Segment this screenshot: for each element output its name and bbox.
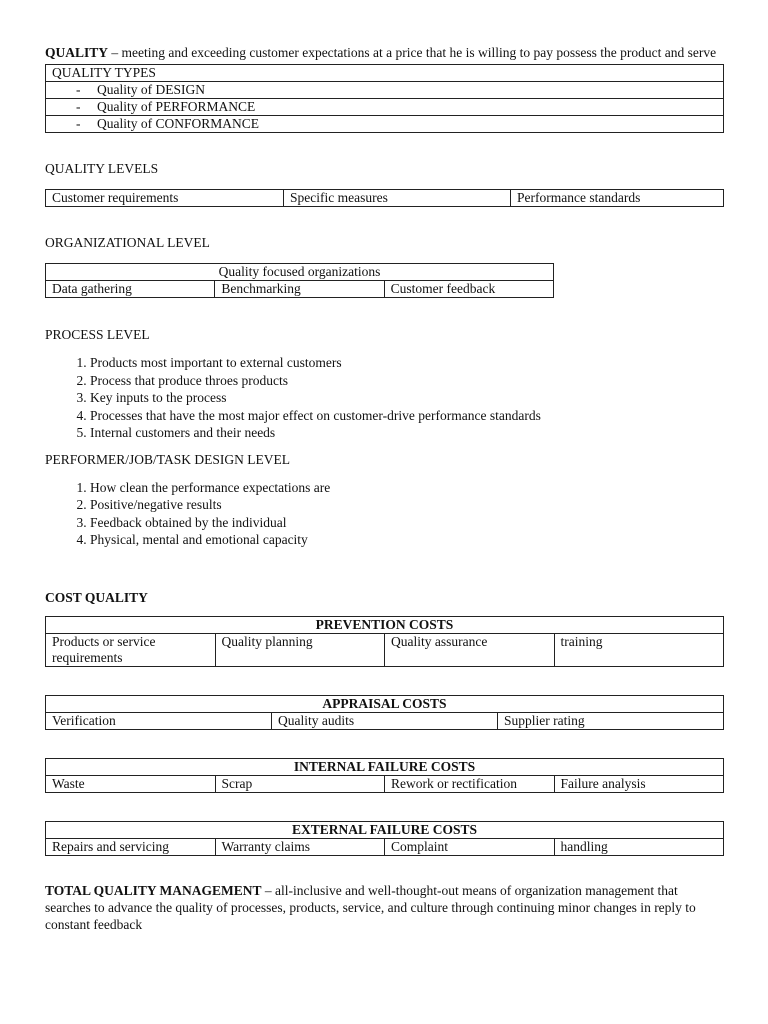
quality-types-header: QUALITY TYPES [46, 65, 724, 82]
appraisal-cost-cell: Supplier rating [498, 712, 724, 729]
process-level-list [45, 354, 725, 442]
prevention-cost-cell: Products or service requirements [46, 633, 216, 666]
quality-level-cell: Customer requirements [46, 190, 284, 207]
tqm-definition [45, 882, 725, 933]
internal-failure-cost-cell: Failure analysis [554, 775, 724, 792]
list-item: 4. Physical, mental and emotional capacity [90, 531, 725, 549]
prevention-costs-header: PREVENTION COSTS [46, 616, 724, 633]
external-failure-cost-cell: handling [554, 838, 724, 855]
cost-quality-heading: COST QUALITY [45, 589, 148, 605]
list-item: 4. Processes that have the most major effect on customer-drive performance standards [90, 407, 725, 425]
quality-levels-heading: QUALITY LEVELS [45, 161, 159, 176]
internal-failure-costs-table [45, 758, 724, 793]
internal-failure-cost-cell: Waste [46, 775, 216, 792]
quality-type-item: - Quality of DESIGN [46, 82, 724, 99]
quality-levels-table [45, 189, 724, 207]
process-level-heading: PROCESS LEVEL [45, 327, 150, 342]
tqm-term: TOTAL QUALITY MANAGEMENT [45, 882, 262, 898]
appraisal-costs-table [45, 695, 724, 730]
organizational-level-cell: Customer feedback [384, 281, 553, 298]
quality-definition-text: – meeting and exceeding customer expectations at a price that he is willing to pay possess the product and serve [108, 45, 717, 60]
organizational-level-cell: Data gathering [46, 281, 215, 298]
organizational-level-heading: ORGANIZATIONAL LEVEL [45, 235, 210, 250]
internal-failure-cost-cell: Rework or rectification [385, 775, 555, 792]
prevention-costs-table [45, 616, 724, 667]
internal-failure-cost-cell: Scrap [215, 775, 385, 792]
quality-types-table [45, 64, 724, 133]
quality-term: QUALITY [45, 45, 109, 60]
organizational-level-table [45, 263, 554, 298]
prevention-cost-cell: Quality planning [215, 633, 385, 666]
appraisal-cost-cell: Quality audits [272, 712, 498, 729]
quality-level-cell: Specific measures [284, 190, 511, 207]
list-item: 5. Internal customers and their needs [90, 424, 725, 442]
list-item: 1. Products most important to external customers [90, 354, 725, 372]
appraisal-costs-header: APPRAISAL COSTS [46, 695, 724, 712]
external-failure-cost-cell: Warranty claims [215, 838, 385, 855]
tqm-definition-text: – all-inclusive and well-thought-out means of organization management that searches to advance the quality of processes, products, service, and culture through continuing minor changes in reply to constant feedback [45, 882, 696, 932]
internal-failure-costs-header: INTERNAL FAILURE COSTS [46, 758, 724, 775]
list-item: 3. Feedback obtained by the individual [90, 514, 725, 532]
list-item: 3. Key inputs to the process [90, 389, 725, 407]
organizational-level-cell: Benchmarking [215, 281, 384, 298]
document-page [45, 44, 725, 933]
prevention-cost-cell: Quality assurance [385, 633, 555, 666]
quality-definition [45, 44, 725, 61]
quality-level-cell: Performance standards [511, 190, 724, 207]
quality-type-item: - Quality of CONFORMANCE [46, 116, 724, 133]
list-item: 2. Positive/negative results [90, 496, 725, 514]
external-failure-cost-cell: Repairs and servicing [46, 838, 216, 855]
performer-level-heading: PERFORMER/JOB/TASK DESIGN LEVEL [45, 451, 290, 467]
external-failure-cost-cell: Complaint [385, 838, 555, 855]
list-item: 2. Process that produce throes products [90, 372, 725, 390]
appraisal-cost-cell: Verification [46, 712, 272, 729]
quality-type-item: - Quality of PERFORMANCE [46, 99, 724, 116]
organizational-level-header: Quality focused organizations [46, 264, 554, 281]
external-failure-costs-header: EXTERNAL FAILURE COSTS [46, 821, 724, 838]
list-item: 1. How clean the performance expectations are [90, 479, 725, 497]
prevention-cost-cell: training [554, 633, 724, 666]
external-failure-costs-table [45, 821, 724, 856]
performer-level-list [45, 479, 725, 549]
